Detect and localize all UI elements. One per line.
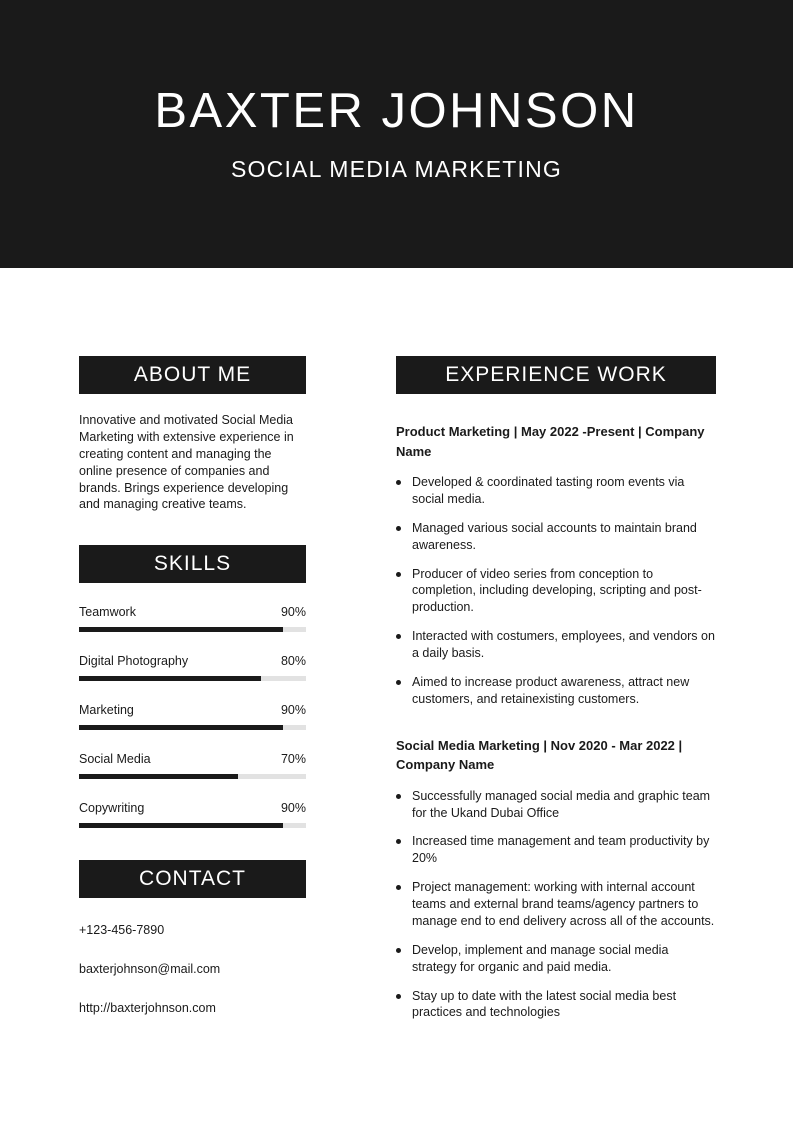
skill-name: Social Media [79, 752, 151, 767]
contact-website[interactable]: http://baxterjohnson.com [79, 1001, 216, 1016]
skill-name: Marketing [79, 703, 134, 718]
skill-fill [79, 823, 283, 828]
job-bullet: Successfully managed social media and graphic team for the Ukand Dubai Office [396, 788, 716, 822]
skill-track [79, 627, 306, 632]
contact-section [79, 860, 306, 1015]
job-bullet: Project management: working with internal account teams and external brand teams/agency partners to manage end to end delivery across all of the accounts. [396, 879, 716, 930]
job-bullet: Develop, implement and manage social media strategy for organic and paid media. [396, 942, 716, 976]
job-bullet: Increased time management and team productivity by 20% [396, 833, 716, 867]
skill-item [79, 703, 306, 730]
skill-percent: 90% [280, 703, 306, 718]
job-title: Product Marketing | May 2022 -Present | Company Name [396, 424, 705, 459]
skill-track [79, 774, 306, 779]
job-bullet: Producer of video series from conception to completion, including developing, scripting and post-production. [396, 566, 716, 617]
skill-percent: 80% [280, 654, 306, 669]
skill-track [79, 823, 306, 828]
skill-percent: 90% [280, 801, 306, 816]
skill-item [79, 752, 306, 779]
experience-job [396, 422, 716, 708]
experience-heading: EXPERIENCE WORK [396, 356, 716, 394]
job-bullet: Interacted with costumers, employees, and vendors on a daily basis. [396, 628, 716, 662]
skill-fill [79, 725, 283, 730]
job-bullet-list [396, 788, 716, 1022]
candidate-role: SOCIAL MEDIA MARKETING [231, 156, 562, 182]
skills-section [79, 545, 306, 828]
skill-fill [79, 774, 238, 779]
experience-job [396, 736, 716, 1022]
about-heading: ABOUT ME [79, 356, 306, 394]
job-title: Social Media Marketing | Nov 2020 - Mar 2022 | Company Name [396, 737, 683, 773]
resume-header [0, 0, 793, 268]
candidate-name: BAXTER JOHNSON [154, 84, 639, 138]
skill-item [79, 605, 306, 632]
skill-name: Teamwork [79, 605, 136, 620]
skill-track [79, 676, 306, 681]
contact-email[interactable]: baxterjohnson@mail.com [79, 962, 221, 977]
skill-percent: 90% [280, 605, 306, 620]
about-text: Innovative and motivated Social Media Marketing with extensive experience in creating content and managing the online presence of companies and brands. Brings experience developing and managing creative teams. [79, 413, 294, 512]
job-bullet: Aimed to increase product awareness, attract new customers, and retainexisting customers. [396, 674, 716, 708]
skill-item [79, 801, 306, 828]
right-column [396, 356, 716, 1033]
skill-fill [79, 676, 261, 681]
contact-phone[interactable]: +123-456-7890 [79, 923, 165, 938]
job-bullet: Developed & coordinated tasting room events via social media. [396, 474, 716, 508]
skill-fill [79, 627, 283, 632]
left-column [79, 356, 306, 1015]
skill-percent: 70% [280, 752, 306, 767]
contact-heading: CONTACT [79, 860, 306, 898]
skill-item [79, 654, 306, 681]
job-bullet-list [396, 474, 716, 708]
skills-heading: SKILLS [79, 545, 306, 583]
skill-name: Copywriting [79, 801, 145, 816]
skill-track [79, 725, 306, 730]
skill-name: Digital Photography [79, 654, 189, 669]
job-bullet: Managed various social accounts to maintain brand awareness. [396, 520, 716, 554]
job-bullet: Stay up to date with the latest social media best practices and technologies [396, 988, 716, 1022]
